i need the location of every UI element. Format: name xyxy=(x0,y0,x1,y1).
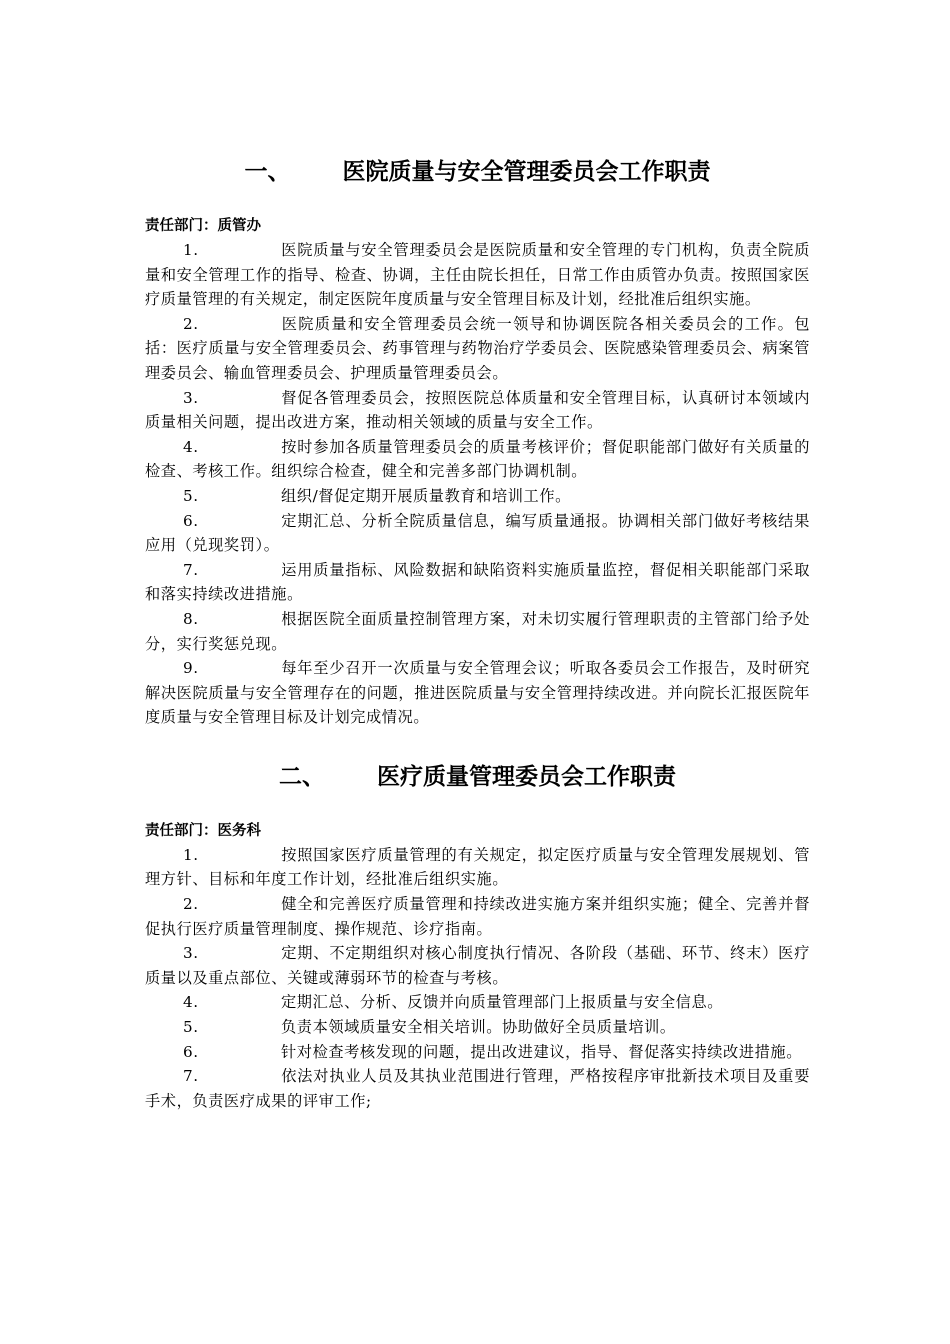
section-heading xyxy=(145,755,810,799)
item-number: 2. xyxy=(183,895,199,914)
department-name: 医务科 xyxy=(217,822,261,839)
item-number: 6. xyxy=(183,1042,199,1061)
item-text: 医院质量和安全管理委员会统一领导和协调医院各相关委员会的工作。包括：医疗质量与安全管理委员会、药事管理与药物治疗学委员会、医院感染管理委员会、病案管理委员会、输血管理委员会、护理质量管理委员会。 xyxy=(145,314,810,382)
item-text: 针对检查考核发现的问题，提出改进建议，指导、督促落实持续改进措施。 xyxy=(281,1042,802,1061)
item-number: 3. xyxy=(183,388,199,407)
item-text: 定期汇总、分析全院质量信息，编写质量通报。协调相关部门做好考核结果应用（兑现奖罚）。 xyxy=(145,511,810,555)
item-text: 组织/督促定期开展质量教育和培训工作。 xyxy=(281,486,571,505)
duty-item xyxy=(145,990,810,1015)
item-number: 4. xyxy=(183,437,199,456)
duty-item xyxy=(145,312,810,386)
item-text: 负责本领域质量安全相关培训。协助做好全员质量培训。 xyxy=(281,1018,676,1037)
duty-item xyxy=(145,892,810,941)
item-number: 2. xyxy=(183,314,199,333)
item-text: 健全和完善医疗质量管理和持续改进实施方案并组织实施；健全、完善并督促执行医疗质量管理制度、操作规范、诊疗指南。 xyxy=(145,895,810,938)
duty-item xyxy=(145,607,810,656)
department-label: 责任部门： xyxy=(145,822,218,839)
item-text: 依法对执业人员及其执业范围进行管理，严格按程序审批新技术项目及重要手术，负责医疗成果的评审工作; xyxy=(145,1067,810,1110)
duty-list xyxy=(145,843,810,1114)
section-number: 二、 xyxy=(279,763,325,790)
item-text: 运用质量指标、风险数据和缺陷资料实施质量监控，督促相关职能部门采取和落实持续改进措施。 xyxy=(145,560,810,604)
item-number: 3. xyxy=(183,944,199,963)
item-number: 4. xyxy=(183,993,199,1012)
duty-item xyxy=(145,1040,810,1065)
item-number: 1. xyxy=(183,845,199,864)
section-title: 医院质量与安全管理委员会工作职责 xyxy=(342,159,711,185)
duty-list xyxy=(145,238,810,730)
department-name: 质管办 xyxy=(217,218,261,234)
item-number: 7. xyxy=(183,1067,199,1086)
duty-item xyxy=(145,1015,810,1040)
duty-item xyxy=(145,843,810,892)
item-number: 1. xyxy=(183,241,199,259)
item-text: 定期汇总、分析、反馈并向质量管理部门上报质量与安全信息。 xyxy=(281,993,724,1012)
section-title: 医疗质量管理委员会工作职责 xyxy=(377,763,676,790)
item-text: 根据医院全面质量控制管理方案，对未切实履行管理职责的主管部门给予处分，实行奖惩兑现。 xyxy=(145,609,810,653)
duty-item xyxy=(145,435,810,484)
item-number: 5. xyxy=(183,1018,199,1037)
duty-item xyxy=(145,509,810,558)
item-text: 定期、不定期组织对核心制度执行情况、各阶段（基础、环节、终末）医疗质量以及重点部位、关键或薄弱环节的检查与考核。 xyxy=(145,944,810,987)
duty-item xyxy=(145,238,810,312)
duty-item xyxy=(145,386,810,435)
department-label: 责任部门： xyxy=(145,218,218,234)
item-number: 7. xyxy=(183,560,199,579)
item-number: 9. xyxy=(183,659,199,678)
duty-item xyxy=(145,1064,810,1113)
duty-item xyxy=(145,656,810,730)
duty-item xyxy=(145,941,810,990)
item-text: 按时参加各质量管理委员会的质量考核评价；督促职能部门做好有关质量的检查、考核工作。组织综合检查，健全和完善多部门协调机制。 xyxy=(145,437,810,481)
responsible-department xyxy=(145,214,810,238)
item-text: 按照国家医疗质量管理的有关规定，拟定医疗质量与安全管理发展规划、管理方针、目标和年度工作计划，经批准后组织实施。 xyxy=(145,845,810,889)
item-number: 8. xyxy=(183,609,199,628)
section-heading xyxy=(145,150,810,194)
section-number: 一、 xyxy=(244,159,291,185)
item-number: 5. xyxy=(183,486,199,505)
item-text: 督促各管理委员会，按照医院总体质量和安全管理目标，认真研讨本领域内质量相关问题，提出改进方案，推动相关领域的质量与安全工作。 xyxy=(145,388,810,432)
item-number: 6. xyxy=(183,511,199,530)
duty-item xyxy=(145,484,810,509)
document-page xyxy=(145,150,810,1113)
item-text: 医院质量与安全管理委员会是医院质量和安全管理的专门机构，负责全院质量和安全管理工作的指导、检查、协调，主任由院长担任，日常工作由质管办负责。按照国家医疗质量管理的有关规定，制定医院年度质量与安全管理目标及计划，经批准后组织实施。 xyxy=(145,241,810,309)
item-text: 每年至少召开一次质量与安全管理会议；听取各委员会工作报告，及时研究解决医院质量与安全管理存在的问题，推进医院质量与安全管理持续改进。并向院长汇报医院年度质量与安全管理目标及计划完成情况。 xyxy=(145,659,810,727)
duty-item xyxy=(145,558,810,607)
responsible-department xyxy=(145,819,810,843)
